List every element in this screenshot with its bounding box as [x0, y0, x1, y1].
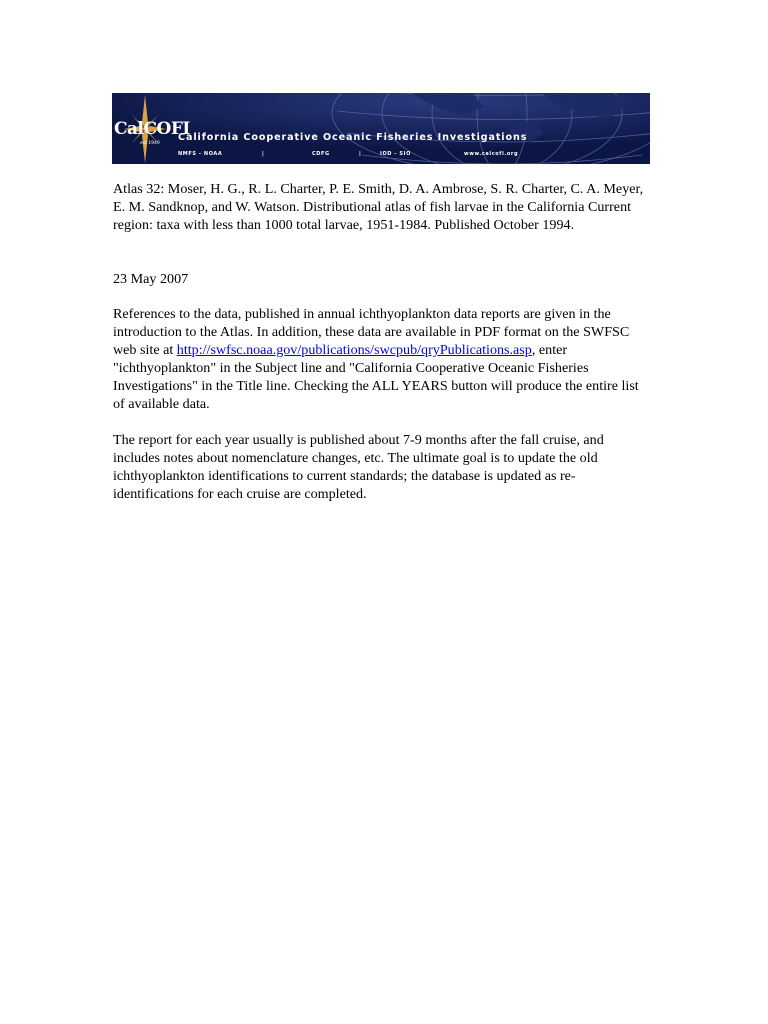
logo-text: CalCOFI: [114, 119, 190, 139]
references-text-before: References to the data, published in annual ichthyoplankton data reports are given in the introduction to the Atlas. In addition, these data are available in PDF format on the SWFSC web site at: [113, 306, 630, 358]
publications-link[interactable]: http://swfsc.noaa.gov/publications/swcpub/qryPublications.asp: [176, 341, 532, 358]
banner-sub-url: www.calcofi.org: [464, 151, 519, 157]
citation-paragraph: Atlas 32: Moser, H. G., R. L. Charter, P. E. Smith, D. A. Ambrose, S. R. Charter, C. A. Meyer, E. M. Sandknop, and W. Watson. Distributional atlas of fish larvae in the California Current region: taxa with less than 1000 total larvae, 1951-1984. Published October 1994.: [113, 181, 644, 233]
calcofi-banner: [112, 93, 650, 164]
banner-sub-separator: |: [262, 151, 265, 157]
banner-sub-cdfg: CDFG: [312, 151, 330, 157]
references-text-after: , enter "ichthyoplankton" in the Subject line and "California Cooperative Oceanic Fisheries Investigations" in the Title line. Checking the ALL YEARS button will produce the entire list of available data.: [113, 341, 639, 412]
logo-established: est 1949: [140, 141, 160, 146]
banner-sub-separator: |: [359, 151, 362, 157]
banner-sub-nmfs: NMFS - NOAA: [178, 151, 223, 157]
date-paragraph: 23 May 2007: [113, 271, 189, 287]
report-note-paragraph: The report for each year usually is published about 7-9 months after the fall cruise, and includes notes about nomenclature changes, etc. The ultimate goal is to update the old ichthyoplankton identifications to current standards; the database is updated as re-identifications for each cruise are completed.: [113, 432, 604, 502]
references-paragraph: [113, 306, 653, 413]
banner-sub-sio: IOD - SIO: [380, 151, 411, 157]
banner-title: California Cooperative Oceanic Fisheries Investigations: [178, 132, 528, 143]
